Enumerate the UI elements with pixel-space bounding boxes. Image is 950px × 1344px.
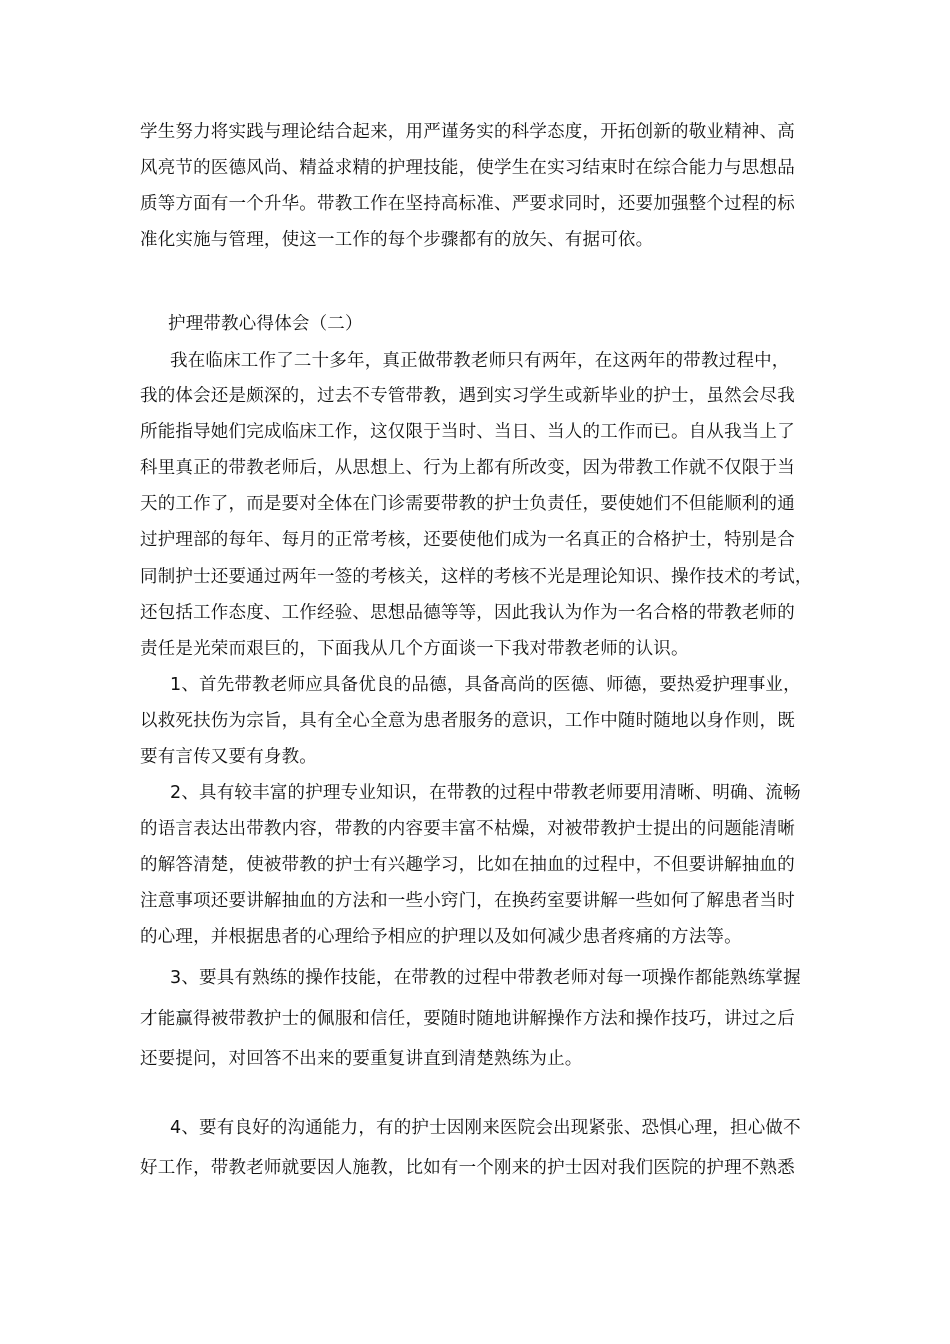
- text-line: 的语言表达出带教内容，带教的内容要丰富不枯燥，对被带教护士提出的问题能清晰: [140, 819, 795, 839]
- list-item-point-2: 2、具有较丰富的护理专业知识，在带教的过程中带教老师要用清晰、明确、流畅: [170, 783, 801, 803]
- text-line: 质等方面有一个升华。带教工作在坚持高标准、严要求同时，还要加强整个过程的标: [140, 194, 795, 214]
- text-line: 风亮节的医德风尚、精益求精的护理技能，使学生在实习结束时在综合能力与思想品: [140, 158, 795, 178]
- text-line: 我的体会还是颇深的，过去不专管带教，遇到实习学生或新毕业的护士，虽然会尽我: [140, 386, 795, 406]
- text-line: 学生努力将实践与理论结合起来，用严谨务实的科学态度，开拓创新的敬业精神、高: [140, 122, 795, 142]
- text-line: 的心理，并根据患者的心理给予相应的护理以及如何减少患者疼痛的方法等。: [140, 927, 742, 947]
- text-line: 好工作，带教老师就要因人施教，比如有一个刚来的护士因对我们医院的护理不熟悉: [140, 1158, 795, 1178]
- text-line: 所能指导她们完成临床工作，这仅限于当时、当日、当人的工作而已。自从我当上了: [140, 422, 795, 442]
- text-line: 还包括工作态度、工作经验、思想品德等等，因此我认为作为一名合格的带教老师的: [140, 603, 795, 623]
- text-line: 还要提问，对回答不出来的要重复讲直到清楚熟练为止。: [140, 1049, 583, 1069]
- text-line: 责任是光荣而艰巨的，下面我从几个方面谈一下我对带教老师的认识。: [140, 639, 689, 659]
- text-line: 的解答清楚，使被带教的护士有兴趣学习，比如在抽血的过程中，不但要讲解抽血的: [140, 855, 795, 875]
- text-line: 天的工作了，而是要对全体在门诊需要带教的护士负责任，要使她们不但能顺利的通: [140, 494, 795, 514]
- list-item-point-3: 3、要具有熟练的操作技能，在带教的过程中带教老师对每一项操作都能熟练掌握: [170, 968, 801, 988]
- text-line: 过护理部的每年、每月的正常考核，还要使他们成为一名真正的合格护士，特别是合: [140, 530, 795, 550]
- text-line: 注意事项还要讲解抽血的方法和一些小窍门，在换药室要讲解一些如何了解患者当时: [140, 891, 795, 911]
- text-line: 以救死扶伤为宗旨，具有全心全意为患者服务的意识，工作中随时随地以身作则，既: [140, 711, 795, 731]
- text-line: 我在临床工作了二十多年，真正做带教老师只有两年，在这两年的带教过程中，: [170, 351, 790, 371]
- text-line: 科里真正的带教老师后，从思想上、行为上都有所改变，因为带教工作就不仅限于当: [140, 458, 795, 478]
- section-title: 护理带教心得体会（二）: [168, 314, 363, 334]
- text-line: 准化实施与管理，使这一工作的每个步骤都有的放矢、有据可依。: [140, 230, 654, 250]
- text-line: 要有言传又要有身教。: [140, 747, 317, 767]
- text-line: 同制护士还要通过两年一签的考核关，这样的考核不光是理论知识、操作技术的考试，: [140, 567, 813, 587]
- list-item-point-1: 1、首先带教老师应具备优良的品德，具备高尚的医德、师德，要热爱护理事业，: [170, 675, 801, 695]
- text-line: 才能赢得被带教护士的佩服和信任，要随时随地讲解操作方法和操作技巧，讲过之后: [140, 1009, 795, 1029]
- list-item-point-4: 4、要有良好的沟通能力，有的护士因刚来医院会出现紧张、恐惧心理，担心做不: [170, 1118, 801, 1138]
